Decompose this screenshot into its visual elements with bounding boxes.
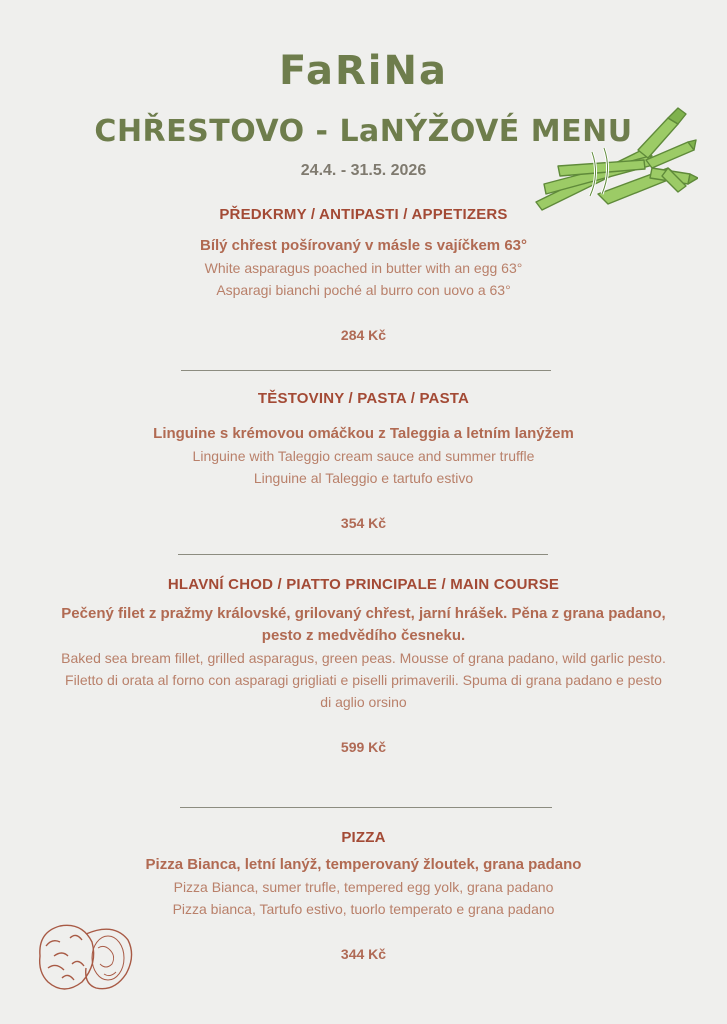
menu-dates: 24.4. - 31.5. 2026: [300, 162, 427, 179]
menu-title: CHŘESTOVO - LaNÝŽOVÉ MENU: [94, 114, 633, 149]
dish-name: Pizza Bianca, letní lanýž, temperovaný žloutek, grana padano: [145, 856, 582, 873]
section-main-course: [60, 576, 667, 755]
section-appetizers: [40, 206, 687, 343]
dish-desc-it: Linguine al Taleggio e tartufo estivo: [253, 470, 474, 486]
asparagus-bunch-icon: [528, 104, 698, 216]
section-title: HLAVNÍ CHOD / PIATTO PRINCIPALE / MAIN COURSE: [167, 576, 560, 593]
dish-price: 344 Kč: [340, 946, 387, 962]
section-divider: [178, 554, 548, 555]
dish-name: Pečený filet z pražmy královské, grilovaný chřest, jarní hrášek. Pěna z grana padano, pesto z medvědího česneku.: [61, 605, 666, 644]
dish-desc-en: White asparagus poached in butter with an egg 63°: [204, 260, 523, 276]
section-divider: [180, 807, 552, 808]
dish-price: 599 Kč: [340, 739, 387, 755]
truffle-icon: [34, 916, 136, 998]
section-pizza: [40, 829, 687, 962]
section-divider: [181, 370, 551, 371]
section-title: PŘEDKRMY / ANTIPASTI / APPETIZERS: [219, 206, 508, 223]
dish-name: Bílý chřest pošírovaný v másle s vajíčkem 63°: [199, 237, 527, 254]
dish-desc-it: Pizza bianca, Tartufo estivo, tuorlo temperato e grana padano: [172, 901, 555, 917]
dish-price: 354 Kč: [340, 515, 387, 531]
dish-price: 284 Kč: [340, 327, 387, 343]
section-title: PIZZA: [341, 829, 386, 846]
dish-desc-it: Filetto di orata al forno con asparagi grigliati e piselli primaverili. Spuma di grana padano e pesto di aglio orsino: [65, 672, 662, 710]
dish-desc-en: Pizza Bianca, sumer trufle, tempered egg yolk, grana padano: [173, 879, 554, 895]
dish-desc-it: Asparagi bianchi poché al burro con uovo a 63°: [216, 282, 511, 298]
section-title: TĚSTOVINY / PASTA / PASTA: [257, 390, 470, 407]
section-pasta: [40, 390, 687, 531]
dish-name: Linguine s krémovou omáčkou z Taleggia a letním lanýžem: [153, 425, 574, 442]
dish-desc-en: Linguine with Taleggio cream sauce and summer truffle: [192, 448, 535, 464]
dish-desc-en: Baked sea bream fillet, grilled asparagus, green peas. Mousse of grana padano, wild garlic pesto.: [61, 650, 666, 666]
restaurant-name: FaRiNa: [279, 48, 448, 94]
